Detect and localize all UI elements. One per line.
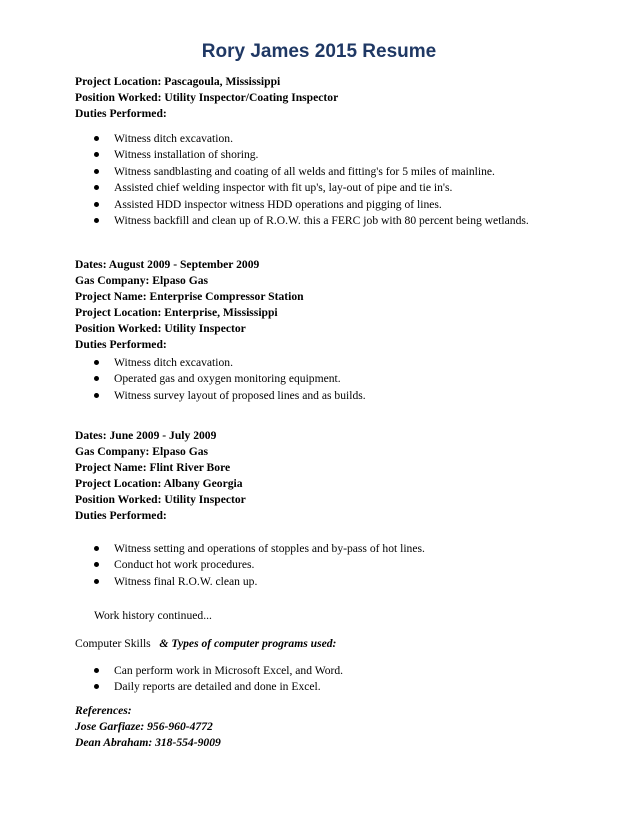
job2-position-worked: Position Worked: Utility Inspector [75,322,246,335]
bullet-icon [94,152,99,157]
bullet-icon [94,185,99,190]
references-section [75,703,595,751]
list-item: Witness backfill and clean up of R.O.W. this a FERC job with 80 percent being wetlands. [94,213,594,229]
bullet-icon [94,546,99,551]
list-item: Witness sandblasting and coating of all welds and fitting's for 5 miles of mainline. [94,164,594,180]
job2-gas-company: Gas Company: Elpaso Gas [75,274,209,287]
job2-project-name: Project Name: Enterprise Compressor Station [75,290,304,303]
bullet-icon [94,684,99,689]
list-item: Witness survey layout of proposed lines and as builds. [94,388,594,404]
list-item: Witness installation of shoring. [94,147,594,163]
job1-position-worked: Position Worked: Utility Inspector/Coating Inspector [75,91,339,104]
list-item: Assisted chief welding inspector with fit up's, lay-out of pipe and tie in's. [94,180,594,196]
reference-entry: Jose Garfiaze: 956-960-4772 [75,720,213,733]
job2-duties-list [94,355,594,404]
computer-skills-emphasis: & Types of computer programs used: [159,637,337,650]
list-item: Witness final R.O.W. clean up. [94,574,594,590]
computer-skills-list [94,663,594,696]
computer-skills-label: Computer Skills [75,637,151,650]
job2-header [75,257,595,353]
job3-gas-company: Gas Company: Elpaso Gas [75,445,209,458]
job1-duties-list [94,131,594,229]
bullet-icon [94,136,99,141]
resume-title: Rory James 2015 Resume [201,41,437,62]
job3-dates: Dates: June 2009 - July 2009 [75,429,217,442]
list-item: Assisted HDD inspector witness HDD operations and pigging of lines. [94,197,594,213]
job2-duties-heading: Duties Performed: [75,338,167,351]
job3-duties-heading: Duties Performed: [75,509,167,522]
bullet-icon [94,376,99,381]
job3-header [75,428,595,524]
references-heading: References: [75,704,132,717]
job1-duties-heading: Duties Performed: [75,107,167,120]
list-item: Daily reports are detailed and done in Excel. [94,679,594,695]
job1-header [75,74,595,122]
job2-dates: Dates: August 2009 - September 2009 [75,258,260,271]
bullet-icon [94,360,99,365]
list-item: Witness ditch excavation. [94,131,594,147]
list-item: Witness ditch excavation. [94,355,594,371]
computer-skills-heading [75,636,595,652]
bullet-icon [94,668,99,673]
bullet-icon [94,393,99,398]
list-item: Operated gas and oxygen monitoring equipment. [94,371,594,387]
bullet-icon [94,169,99,174]
bullet-icon [94,562,99,567]
list-item: Witness setting and operations of stopples and by-pass of hot lines. [94,541,594,557]
job3-project-name: Project Name: Flint River Bore [75,461,231,474]
job1-project-location: Project Location: Pascagoula, Mississippi [75,75,281,88]
bullet-icon [94,579,99,584]
bullet-icon [94,218,99,223]
work-history-note: Work history continued... [94,609,212,622]
job2-project-location: Project Location: Enterprise, Mississippi [75,306,278,319]
list-item: Conduct hot work procedures. [94,557,594,573]
job3-project-location: Project Location: Albany Georgia [75,477,243,490]
job3-duties-list [94,541,594,590]
list-item: Can perform work in Microsoft Excel, and Word. [94,663,594,679]
reference-entry: Dean Abraham: 318-554-9009 [75,736,221,749]
bullet-icon [94,202,99,207]
job3-position-worked: Position Worked: Utility Inspector [75,493,246,506]
